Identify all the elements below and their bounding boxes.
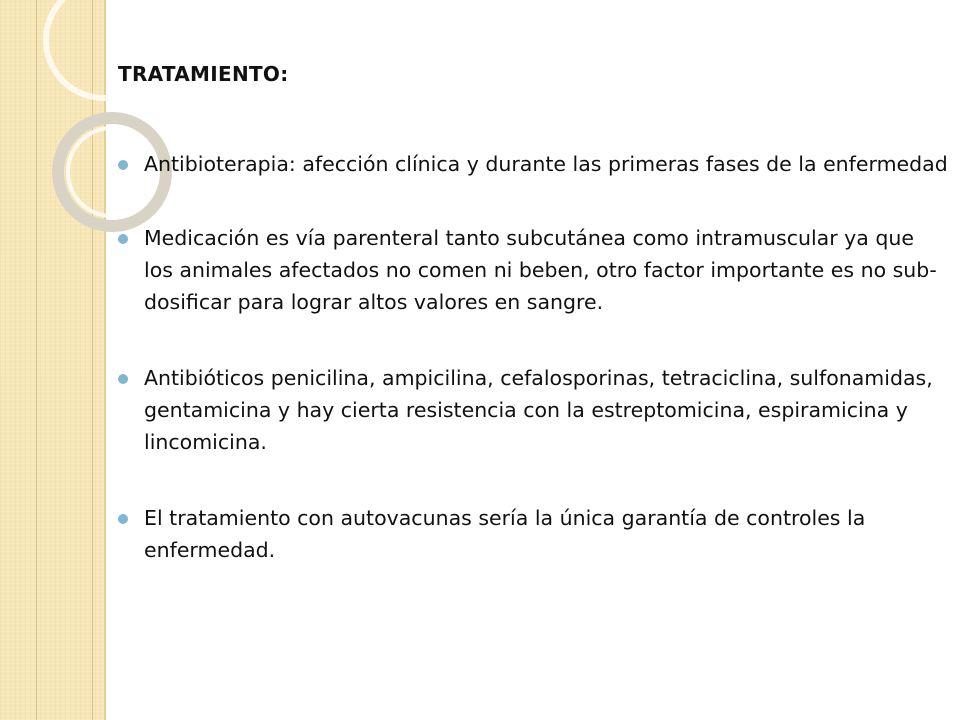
bullet-list <box>118 148 948 610</box>
bullet-item <box>118 502 948 566</box>
bullet-text: El tratamiento con autovacunas sería la única garantía de controles la enfermedad. <box>144 506 866 562</box>
side-panel-line <box>92 0 93 720</box>
bullet-text: Antibióticos penicilina, ampicilina, cefalosporinas, tetraciclina, sulfonamidas, gentamicina y hay cierta resistencia con la estreptomicina, espiramicina y lincomicina. <box>144 366 933 454</box>
decorative-side-panel <box>0 0 106 720</box>
slide-title: TRATAMIENTO: <box>118 62 289 86</box>
bullet-dot-icon <box>118 234 128 244</box>
bullet-text: Medicación es vía parenteral tanto subcutánea como intramuscular ya que los animales afectados no comen ni beben, otro factor importante es no sub-dosificar para lograr altos valores en sangre. <box>144 226 937 314</box>
bullet-text: Antibioterapia: afección clínica y durante las primeras fases de la enfermedad <box>144 152 948 176</box>
side-panel-line <box>36 0 37 720</box>
bullet-dot-icon <box>118 514 128 524</box>
bullet-item <box>118 222 948 318</box>
bullet-dot-icon <box>118 374 128 384</box>
bullet-item <box>118 148 948 180</box>
bullet-item <box>118 362 948 458</box>
bullet-dot-icon <box>118 160 128 170</box>
